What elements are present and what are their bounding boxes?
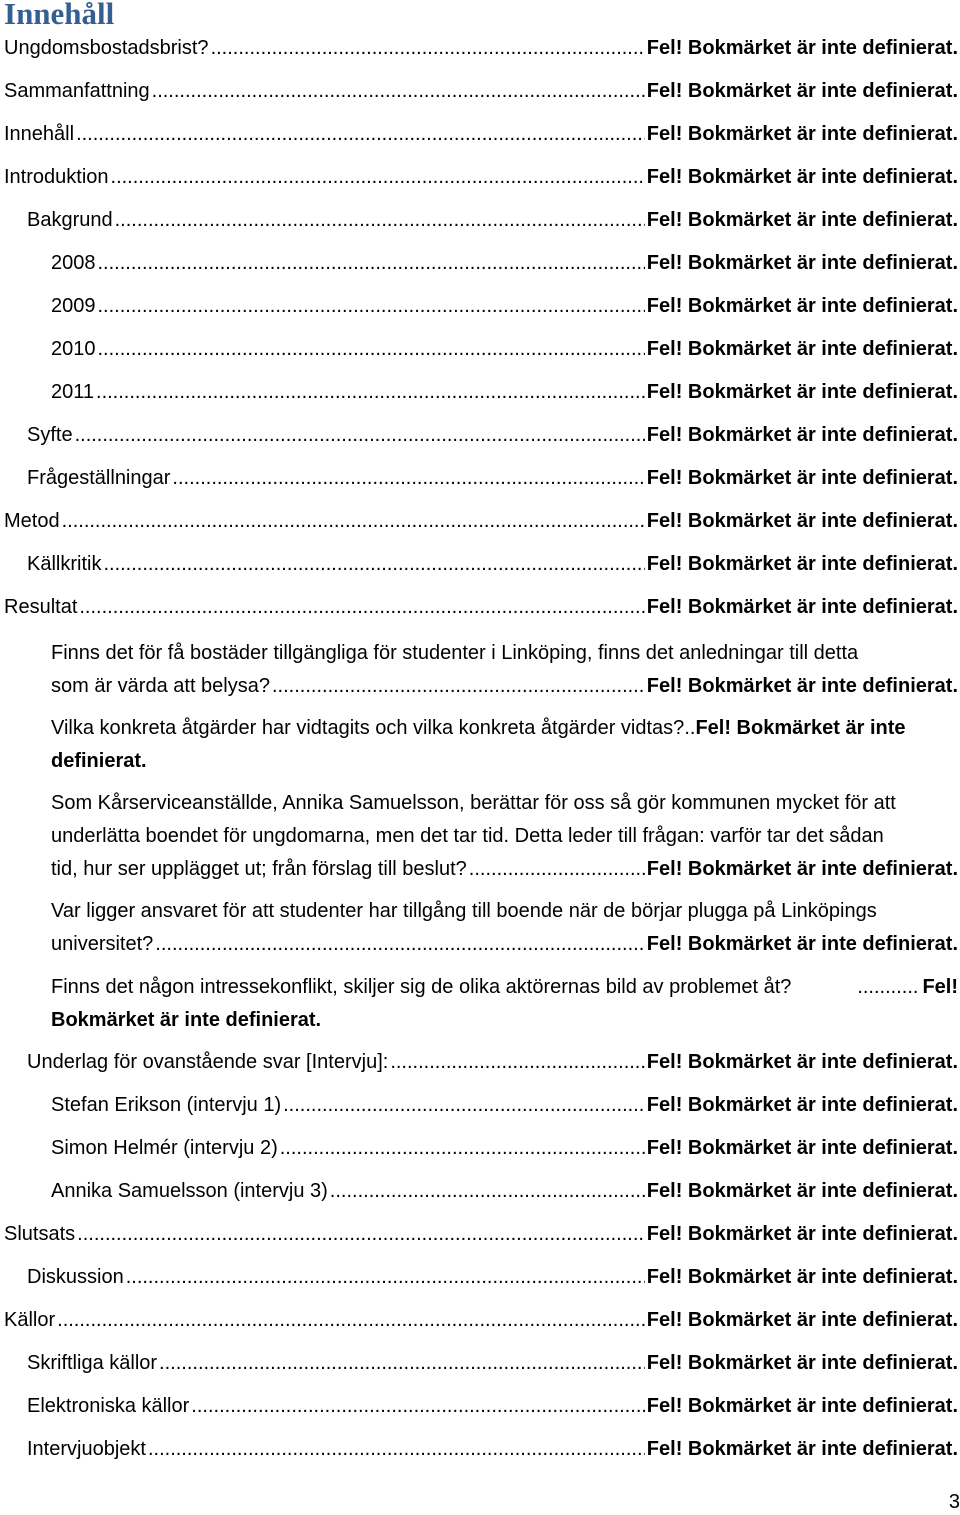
- toc-entry-annika-samuelsson[interactable]: [51, 1175, 958, 1208]
- toc-entry-ref: Fel! Bokmärket är inte definierat.: [646, 381, 958, 403]
- toc-entry-ref: Fel! Bokmärket är inte definierat.: [646, 1395, 958, 1417]
- toc-entry-ref: Fel! Bokmärket är inte definierat.: [646, 1180, 958, 1202]
- dot-leader: ..: [684, 717, 696, 739]
- toc-entry-label: 2008: [51, 252, 96, 274]
- toc-entry-diskussion[interactable]: [27, 1261, 958, 1294]
- toc-entry-innehall[interactable]: [4, 118, 958, 151]
- dot-leader: [283, 1089, 645, 1122]
- toc-entry-ref: Fel! Bokmärket är inte definierat.: [646, 80, 958, 102]
- toc-entry-label: Resultat: [4, 596, 78, 618]
- toc-entry-ref: Fel! Bokmärket är inte definierat.: [646, 295, 958, 317]
- toc-entry-label-line1: Finns det för få bostäder tillgängliga för studenter i Linköping, finns det anledningar till detta: [51, 642, 859, 664]
- toc-entry-metod[interactable]: [4, 505, 958, 538]
- dot-leader: [152, 75, 645, 108]
- toc-entry-label: Frågeställningar: [27, 467, 171, 489]
- toc-entry-ref: Fel! Bokmärket är inte definierat.: [646, 553, 958, 575]
- toc-entry-syfte[interactable]: [27, 419, 958, 452]
- toc-entry-2009[interactable]: [51, 290, 958, 323]
- toc-entry-question-1[interactable]: [51, 637, 958, 703]
- toc-entry-label: Underlag för ovanstående svar [Intervju]:: [27, 1051, 389, 1073]
- toc-entry-label: Stefan Erikson (intervju 1): [51, 1094, 282, 1116]
- toc-entry-2008[interactable]: [51, 247, 958, 280]
- toc-entry-question-4[interactable]: [51, 895, 958, 961]
- toc-entry-label: 2009: [51, 295, 96, 317]
- toc-entry-ref: Fel! Bokmärket är inte: [695, 717, 906, 739]
- dot-leader: [272, 670, 645, 703]
- toc-entry-ref: Fel! Bokmärket är inte definierat.: [646, 1137, 958, 1159]
- toc-entry-ref: Fel! Bokmärket är inte definierat.: [646, 933, 958, 955]
- toc-entry-ref: Fel! Bokmärket är inte definierat.: [646, 166, 958, 188]
- dot-leader: [57, 1304, 645, 1337]
- toc-entry-introduktion[interactable]: [4, 161, 958, 194]
- toc-entry-skriftliga-kallor[interactable]: [27, 1347, 958, 1380]
- toc-entry-label: Diskussion: [27, 1266, 124, 1288]
- toc-entry-sammanfattning[interactable]: [4, 75, 958, 108]
- toc-entry-question-3[interactable]: [51, 787, 958, 886]
- toc-entry-ref: Fel! Bokmärket är inte definierat.: [646, 510, 958, 532]
- dot-leader: [191, 1390, 645, 1423]
- toc-entry-label: Bakgrund: [27, 209, 113, 231]
- dot-leader: [280, 1132, 645, 1165]
- dot-leader: [77, 1218, 645, 1251]
- toc-entry-ref: Fel! Bokmärket är inte definierat.: [646, 424, 958, 446]
- toc-entry-ref: Fel! Bokmärket är inte definierat.: [646, 1051, 958, 1073]
- dot-leader: [148, 1433, 645, 1466]
- toc-entry-ref: Fel! Bokmärket är inte definierat.: [646, 1438, 958, 1460]
- toc-entry-label: Sammanfattning: [4, 80, 150, 102]
- toc-entry-ref: Fel!: [922, 976, 958, 998]
- toc-entry-label: Finns det någon intressekonflikt, skiljer sig de olika aktörernas bild av problemet åt?: [51, 976, 792, 998]
- toc-entry-stefan-erikson[interactable]: [51, 1089, 958, 1122]
- dot-leader: [115, 204, 645, 237]
- toc-entry-underlag[interactable]: [27, 1046, 958, 1079]
- dot-leader: [98, 290, 645, 323]
- toc-entry-ref: Fel! Bokmärket är inte definierat.: [646, 596, 958, 618]
- toc-entry-ref: Fel! Bokmärket är inte definierat.: [646, 1309, 958, 1331]
- toc-entry-label: Intervjuobjekt: [27, 1438, 146, 1460]
- toc-entry-ref: Fel! Bokmärket är inte definierat.: [646, 1094, 958, 1116]
- dot-leader: [469, 853, 645, 886]
- toc-entry-elektroniska-kallor[interactable]: [27, 1390, 958, 1423]
- toc-entry-ref: Fel! Bokmärket är inte definierat.: [646, 1223, 958, 1245]
- toc-entry-label: Metod: [4, 510, 60, 532]
- toc-entry-kallkritik[interactable]: [27, 548, 958, 581]
- dot-leader: [98, 333, 645, 366]
- toc-entry-label: Annika Samuelsson (intervju 3): [51, 1180, 328, 1202]
- toc-entry-question-5[interactable]: [51, 971, 958, 1037]
- dot-leader: [76, 118, 645, 151]
- toc-entry-label: Källor: [4, 1309, 56, 1331]
- dot-leader: [75, 419, 645, 452]
- dot-leader: [330, 1175, 645, 1208]
- toc-entry-label: Slutsats: [4, 1223, 76, 1245]
- dot-leader: [111, 161, 645, 194]
- dot-leader: [103, 548, 644, 581]
- dot-leader: [172, 462, 644, 495]
- toc-entry-ref: Fel! Bokmärket är inte definierat.: [646, 338, 958, 360]
- toc-entry-label-line1: Var ligger ansvaret för att studenter har tillgång till boende när de börjar plugga på Linköpings: [51, 900, 877, 922]
- toc-entry-ref: Fel! Bokmärket är inte definierat.: [646, 675, 958, 697]
- page-number: 3: [948, 1491, 960, 1513]
- dot-leader: [390, 1046, 644, 1079]
- toc-entry-ref: Fel! Bokmärket är inte definierat.: [646, 1266, 958, 1288]
- toc-entry-intervjuobjekt[interactable]: [27, 1433, 958, 1466]
- toc-entry-label: Vilka konkreta åtgärder har vidtagits och vilka konkreta åtgärder vidtas?: [51, 717, 685, 739]
- dot-leader: [155, 928, 645, 961]
- dot-leader: ...........: [857, 976, 919, 998]
- dot-leader: [96, 376, 645, 409]
- toc-entry-resultat[interactable]: [4, 591, 958, 624]
- toc-entry-ref: Fel! Bokmärket är inte definierat.: [646, 252, 958, 274]
- toc-entry-label-line2: universitet?: [51, 933, 154, 955]
- toc-entry-label: Syfte: [27, 424, 73, 446]
- toc-entry-label-line1: Som Kårserviceanställde, Annika Samuelsson, berättar för oss så gör kommunen mycket för att: [51, 792, 896, 814]
- toc-entry-ref-continued: Bokmärket är inte definierat.: [51, 1009, 322, 1031]
- toc-entry-bakgrund[interactable]: [27, 204, 958, 237]
- toc-entry-label: Simon Helmér (intervju 2): [51, 1137, 278, 1159]
- toc-entry-label-line2: underlätta boendet för ungdomarna, men det tar tid. Detta leder till frågan: varför tar det sådan: [51, 825, 884, 847]
- toc-entry-label: Skriftliga källor: [27, 1352, 158, 1374]
- dot-leader: [159, 1347, 645, 1380]
- toc-entry-fragestallningar[interactable]: [27, 462, 958, 495]
- toc-entry-label: Källkritik: [27, 553, 102, 575]
- toc-entry-ref: Fel! Bokmärket är inte definierat.: [646, 467, 958, 489]
- dot-leader: [211, 32, 645, 65]
- toc-entry-ref: Fel! Bokmärket är inte definierat.: [646, 209, 958, 231]
- toc-entry-label: 2010: [51, 338, 96, 360]
- toc-entry-label: Elektroniska källor: [27, 1395, 190, 1417]
- toc-entry-label: Introduktion: [4, 166, 109, 188]
- toc-entry-label-line2: som är värda att belysa?: [51, 675, 270, 697]
- toc-entry-ungdomsbostadsbrist[interactable]: [4, 32, 958, 65]
- toc-entry-ref: Fel! Bokmärket är inte definierat.: [646, 37, 958, 59]
- toc-entry-label-line3: tid, hur ser upplägget ut; från förslag till beslut?: [51, 858, 467, 880]
- toc-entry-kallor[interactable]: [4, 1304, 958, 1337]
- toc-entry-2011[interactable]: [51, 376, 958, 409]
- dot-leader: [79, 591, 644, 624]
- toc-entry-label: 2011: [51, 381, 95, 403]
- dot-leader: [98, 247, 645, 280]
- toc-entry-slutsats[interactable]: [4, 1218, 958, 1251]
- toc-entry-label: Innehåll: [4, 123, 75, 145]
- toc-entry-2010[interactable]: [51, 333, 958, 366]
- toc-entry-label: Ungdomsbostadsbrist?: [4, 37, 209, 59]
- toc-entry-ref-continued: definierat.: [51, 750, 147, 772]
- toc-entry-ref: Fel! Bokmärket är inte definierat.: [646, 858, 958, 880]
- toc-entry-question-2[interactable]: [51, 712, 958, 778]
- dot-leader: [126, 1261, 645, 1294]
- dot-leader: [62, 505, 645, 538]
- toc-entry-simon-helmer[interactable]: [51, 1132, 958, 1165]
- toc-entry-ref: Fel! Bokmärket är inte definierat.: [646, 123, 958, 145]
- page-title: Innehåll: [4, 0, 115, 31]
- toc-entry-ref: Fel! Bokmärket är inte definierat.: [646, 1352, 958, 1374]
